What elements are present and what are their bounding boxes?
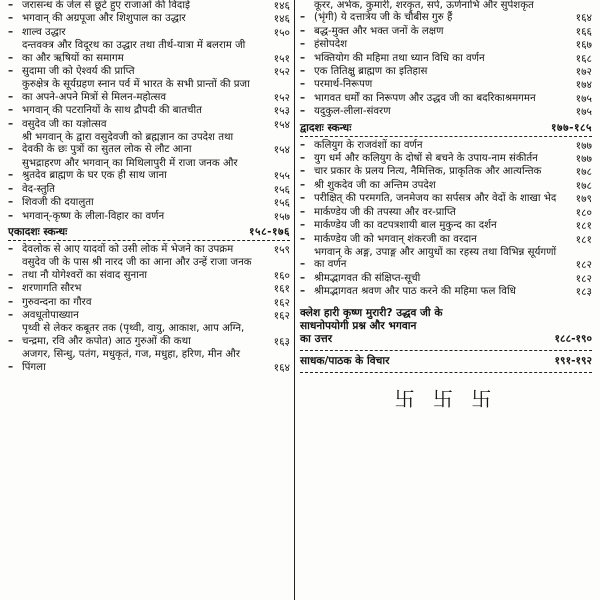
toc-entry — [300, 286, 592, 298]
toc-entry-title: एक तितिक्षु ब्राह्मण का इतिहास — [314, 66, 428, 78]
toc-entry — [300, 166, 592, 178]
toc-entry — [300, 220, 592, 232]
toc-entry-title: जरासन्ध के जेल से छूटे हुए राजाओं की विदाई — [22, 0, 190, 11]
section-title: द्वादशः स्कन्धः — [300, 121, 352, 134]
toc-entry-title: यदुकुल-लीला-संवरण — [314, 106, 391, 118]
toc-entry-page: १६१ — [273, 283, 290, 296]
toc-entry-page: १४६ — [273, 13, 290, 26]
toc-entry-title: हंसोपदेश — [314, 39, 348, 51]
toc-entry-page: १६४ — [273, 361, 290, 374]
toc-entry-page: १५९ — [273, 243, 290, 256]
left-column — [8, 0, 290, 375]
bullet-dash: – — [8, 105, 14, 117]
toc-entry-title: शरणागति सौरभ — [22, 283, 82, 295]
toc-entry-title: भगवान् के अङ्ग, उपाङ्ग और आयुधों का रहस्य तथा विभिन्न सूर्यगणों का वर्णन — [314, 246, 557, 271]
bullet-dash: – — [300, 193, 306, 205]
toc-entry — [300, 26, 592, 38]
toc-entry-title: कूरर, अर्भक, कुमारी, शरकृत, सर्प, ऊर्णनाभि और सुपेशकृत (भृंगी) ये दत्तात्रेय जी के चौबीस गुरु हैं — [314, 0, 534, 24]
toc-entry-page: १८० — [575, 206, 592, 219]
bullet-dash: – — [300, 12, 306, 24]
bullet-dash: – — [8, 52, 14, 64]
toc-entry-page: १७७ — [575, 153, 592, 166]
bullet-dash: – — [8, 283, 14, 295]
section-pages: १५८-१७६ — [249, 225, 290, 238]
toc-entry-title: भक्तियोग की महिमा तथा ध्यान विधि का वर्णन — [314, 52, 485, 64]
toc-entry-title: परमार्थ-निरूपण — [314, 79, 373, 91]
toc-entry-page: १८२ — [575, 259, 592, 272]
closing-block — [300, 307, 592, 373]
bullet-dash: – — [8, 66, 14, 78]
bullet-dash: – — [8, 361, 14, 373]
column-divider — [294, 0, 295, 600]
toc-entry-page: १५७ — [273, 210, 290, 223]
toc-entry — [8, 27, 290, 39]
toc-entry — [300, 106, 592, 118]
toc-entry-page: १६३ — [273, 335, 290, 348]
bullet-dash: – — [300, 153, 306, 165]
toc-entry-title: वेद-स्तुति — [22, 183, 55, 195]
bullet-dash: – — [300, 25, 306, 37]
toc-entry — [8, 211, 290, 223]
toc-entry-page: १७९ — [575, 193, 592, 206]
toc-entry-page: १८१ — [575, 233, 592, 246]
toc-entry-page: १८३ — [575, 286, 592, 299]
bullet-dash: – — [300, 286, 306, 298]
closing-row-4 — [300, 355, 592, 368]
bullet-dash: – — [8, 335, 14, 347]
toc-entry — [300, 79, 592, 91]
bullet-dash: – — [8, 269, 14, 281]
bullet-dash: – — [8, 296, 14, 308]
toc-entry-title: कलियुग के राजवंशों का वर्णन — [314, 139, 423, 151]
toc-entry — [300, 273, 592, 285]
toc-entry — [8, 79, 290, 104]
bullet-dash: – — [8, 26, 14, 38]
closing-line-3: का उत्तर — [300, 332, 333, 345]
toc-entry-title: भगवान्-कृष्ण के लीला-विहार का वर्णन — [22, 210, 165, 222]
toc-entry — [300, 66, 592, 78]
toc-entry — [300, 234, 592, 246]
bullet-dash: – — [300, 106, 306, 118]
dashed-separator — [300, 350, 592, 351]
toc-entry — [300, 247, 592, 272]
section-title: एकादशः स्कन्धः — [8, 225, 68, 238]
bullet-dash: – — [8, 118, 14, 130]
bullet-dash: – — [300, 139, 306, 151]
toc-entry-page: १७७ — [575, 139, 592, 152]
bullet-dash: – — [8, 144, 14, 156]
toc-entry-title: अजगर, सिन्धु, पतंग, मधुकृतं, गज, मधुहा, हरिण, मीन और पिंगला — [22, 349, 241, 373]
toc-entry-page: १६० — [273, 269, 290, 282]
toc-entry-page: १५२ — [273, 66, 290, 79]
toc-entry-page: १८२ — [575, 272, 592, 285]
toc-entry-title: मार्कण्डेय जी का वटपत्रशायी बाल मुकुन्द का दर्शन — [314, 220, 497, 232]
bullet-dash: – — [300, 259, 306, 271]
toc-entry — [300, 39, 592, 51]
toc-entry-title: भगवान् की अग्रपूजा और शिशुपाल का उद्धार — [22, 13, 186, 25]
right-entries-b — [300, 140, 592, 299]
toc-entry-title: श्रीमद्भागवत श्रवण और पाठ करने की महिमा फल विधि — [314, 286, 516, 298]
toc-entry-title: कुरुक्षेत्र के सूर्यग्रहण स्नान पर्व में भारत के सभी प्रान्तों की प्रजा का अपने-अपने मित्रों से मिलन-महोत्सव — [22, 79, 250, 103]
bullet-dash: – — [8, 183, 14, 195]
toc-entry — [8, 244, 290, 256]
swastika-symbols: 卐 卐 卐 — [394, 386, 498, 411]
toc-entry-title: चार प्रकार के प्रलय नित्य, नैमित्तिक, प्राकृतिक और आत्यन्तिक — [314, 166, 542, 178]
bullet-dash: – — [8, 0, 14, 11]
toc-entry-page: १६६ — [575, 25, 592, 38]
right-entries-a — [300, 0, 592, 119]
toc-entry-title: श्री भगवान् के द्वारा वसुदेवजी को ब्रह्मज्ञान का उपदेश तथा देवकी के छः पुत्रों का सुतल लोक से लौट आना — [22, 132, 234, 156]
toc-entry-title: परीक्षित् की परमगति, जनमेजय का सर्पसत्र और वेदों के शाखा भेद — [314, 193, 557, 205]
toc-entry — [8, 297, 290, 309]
toc-entry-page: १८१ — [575, 220, 592, 233]
toc-entry-page: १७८ — [575, 166, 592, 179]
toc-entry-title: देवलोक से आए यादवों को उसी लोक में भेजने का उपक्रम — [22, 243, 234, 255]
bullet-dash: – — [8, 243, 14, 255]
toc-entry-title: दन्तवक्त्र और विदूरथ का उद्धार तथा तीर्थ-यात्रा में बलराम जी का और ऋषियों का समागम — [22, 40, 246, 64]
toc-entry — [300, 0, 592, 25]
toc-entry — [8, 40, 290, 65]
toc-entry-page: १७५ — [575, 92, 592, 105]
toc-entry-page: १७२ — [575, 66, 592, 79]
toc-entry-page: १५४ — [273, 144, 290, 157]
section-header-dwadash — [300, 120, 592, 137]
toc-entry-page: १५६ — [273, 183, 290, 196]
toc-entry — [8, 349, 290, 374]
toc-entry-title: मार्कण्डेय जी की तपस्या और वर-प्राप्ति — [314, 206, 456, 218]
bullet-dash: – — [300, 272, 306, 284]
toc-entry — [8, 283, 290, 295]
bullet-dash: – — [300, 220, 306, 232]
toc-entry-page: १५२ — [273, 91, 290, 104]
toc-entry — [8, 310, 290, 322]
bullet-dash: – — [8, 210, 14, 222]
bullet-dash: – — [300, 206, 306, 218]
toc-entry-page: १७८ — [575, 179, 592, 192]
closing-line-1: क्लेश हारी कृष्ण मुरारी? उद्धव जी के — [300, 306, 443, 319]
toc-entry — [8, 323, 290, 348]
closing-line-4: साधक/पाठक के विचार — [300, 354, 390, 367]
bullet-dash: – — [300, 52, 306, 64]
toc-entry-title: वसुदेव जी का यज्ञोत्सव — [22, 118, 107, 130]
toc-entry — [8, 0, 290, 12]
toc-entry-page: १५३ — [273, 105, 290, 118]
toc-entry-title: अवधूतोपाख्यान — [22, 309, 79, 321]
toc-entry-title: शाल्व उद्धार — [22, 26, 66, 38]
toc-entry-title: वसुदेव जी के पास श्री नारद जी का आना और उन्हें राजा जनक तथा नौ योगेश्वरों का संवाद सुनाना — [22, 257, 252, 281]
bullet-dash: – — [8, 91, 14, 103]
toc-entry-page: १६४ — [575, 12, 592, 25]
toc-entry-page: १६२ — [273, 309, 290, 322]
toc-entry-title: श्री शुकदेव जी का अन्तिम उपदेश — [314, 179, 436, 191]
toc-entry — [8, 197, 290, 209]
toc-entry — [8, 66, 290, 78]
toc-entry-page: १६२ — [273, 296, 290, 309]
toc-entry-title: बद्ध-मुक्त और भक्त जनों के लक्षण — [314, 25, 444, 37]
toc-entry-page: १६८ — [575, 52, 592, 65]
bullet-dash: – — [300, 233, 306, 245]
toc-entry — [8, 13, 290, 25]
bullet-dash: – — [300, 92, 306, 104]
closing-line-3-page: १८८-१९० — [554, 332, 592, 345]
toc-entry-title: सुभद्राहरण और भगवान् का मिथिलापुरी में राजा जनक और श्रुतदेव ब्राह्मण के घर एक ही साथ जाना — [22, 157, 238, 182]
toc-entry-title: श्रीमद्भागवत की संक्षिप्त-सूची — [314, 272, 421, 284]
toc-entry — [8, 184, 290, 196]
toc-entry — [300, 153, 592, 165]
left-entries-a — [8, 0, 290, 223]
toc-entry-title: युग धर्म और कलियुग के दोषों से बचने के उपाय-नाम संकीर्तन — [314, 153, 538, 165]
toc-entry-page: १५६ — [273, 197, 290, 210]
toc-entry — [8, 158, 290, 183]
bullet-dash: – — [8, 13, 14, 25]
bullet-dash: – — [8, 309, 14, 321]
toc-entry-page: १५० — [273, 26, 290, 39]
dashed-separator — [300, 372, 592, 373]
toc-entry-page: १७५ — [575, 106, 592, 119]
bullet-dash: – — [300, 166, 306, 178]
toc-entry — [8, 257, 290, 282]
toc-entry-title: भगवान् की पटरानियों के साथ द्रौपदी की बातचीत — [22, 105, 202, 117]
toc-entry-title: मार्कण्डेय जी को भगवान् शंकरजी का वरदान — [314, 233, 477, 245]
toc-entry-title: शिवजी की दयालुता — [22, 197, 94, 209]
closing-line-4-page: १९१-१९२ — [554, 354, 592, 367]
toc-entry — [300, 207, 592, 219]
toc-entry-page: १५५ — [273, 170, 290, 183]
toc-entry-page: १४६ — [273, 0, 290, 12]
toc-entry — [8, 132, 290, 157]
closing-line-2: साधनोपयोगी प्रश्न और भगवान — [300, 319, 417, 332]
toc-entry-page: १५१ — [273, 52, 290, 65]
bullet-dash: – — [300, 66, 306, 78]
toc-entry-title: सुदामा जी को ऐश्वर्य की प्राप्ति — [22, 66, 135, 78]
bullet-dash: – — [300, 179, 306, 191]
toc-entry-title: गुरुवन्दना का गौरव — [22, 296, 92, 308]
left-entries-b — [8, 244, 290, 374]
section-header-ekadash — [8, 224, 290, 241]
section-pages: १७७-१८५ — [551, 121, 592, 134]
bullet-dash: – — [300, 79, 306, 91]
bullet-dash: – — [8, 197, 14, 209]
toc-entry-page: १७४ — [575, 79, 592, 92]
toc-entry-page: १५४ — [273, 118, 290, 131]
toc-entry — [300, 180, 592, 192]
toc-entry-title: भागवत धर्मों का निरूपण और उद्धव जी का बदरिकाश्रमगमन — [314, 92, 536, 104]
toc-entry — [300, 140, 592, 152]
toc-entry — [300, 53, 592, 65]
toc-entry-page: १६७ — [575, 39, 592, 52]
toc-entry — [8, 105, 290, 117]
closing-row-3 — [300, 333, 592, 346]
toc-entry — [8, 119, 290, 131]
bullet-dash: – — [8, 170, 14, 182]
toc-entry — [300, 93, 592, 105]
toc-entry-title: पृथ्वी से लेकर कबूतर तक (पृथ्वी, वायु, आकाश, आप अग्नि, चन्द्रमा, रवि और कपोत) आठ गुरुओं की कथा — [22, 323, 245, 347]
toc-entry — [300, 193, 592, 205]
right-column — [300, 0, 592, 412]
bullet-dash: – — [300, 39, 306, 51]
